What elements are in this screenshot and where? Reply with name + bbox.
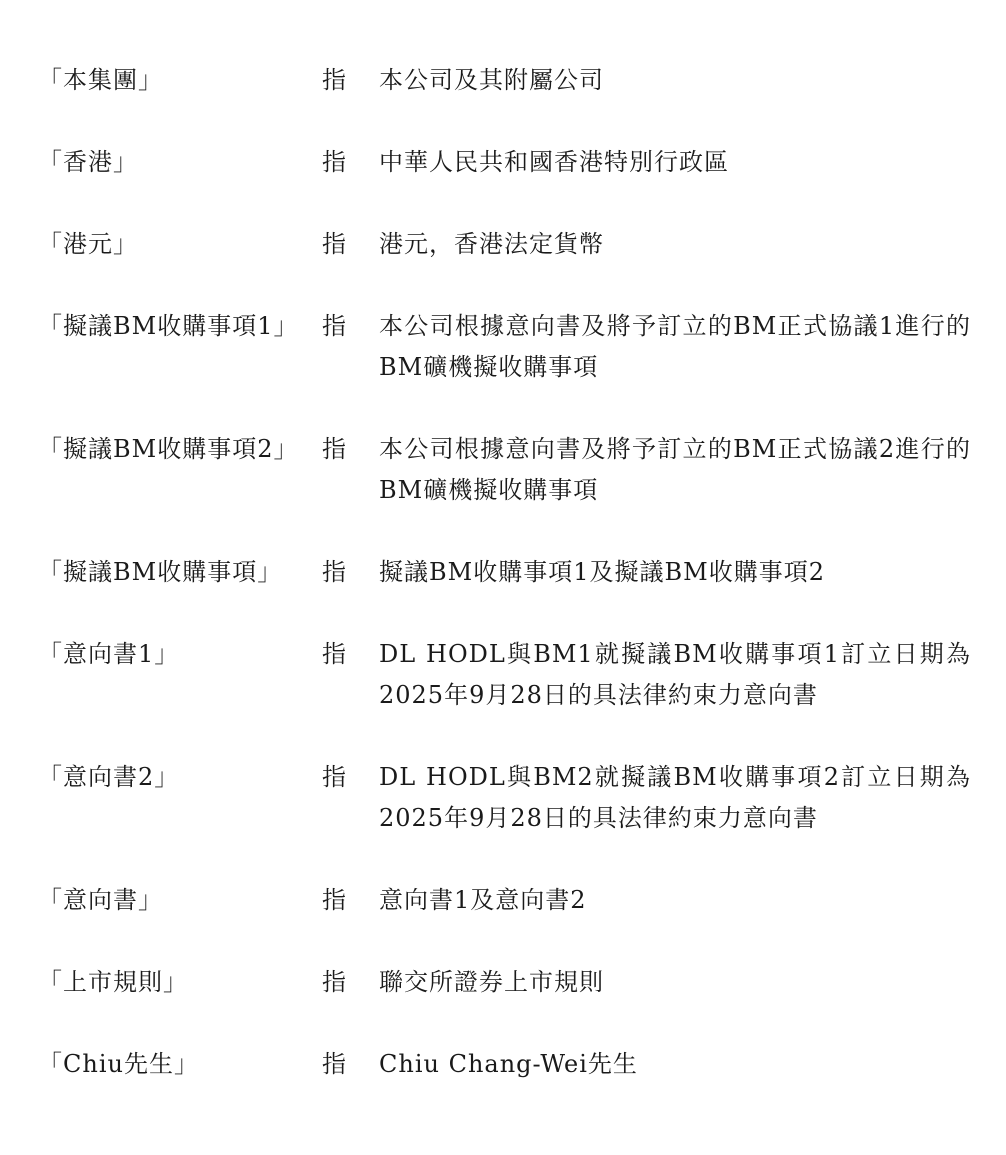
definition-row: [0, 634, 1006, 757]
means-label: 指: [322, 968, 346, 996]
definition-term: 「擬議BM收購事項2」: [38, 435, 299, 463]
definition-term: 「香港」: [38, 148, 138, 176]
definition-text: 港元，香港法定貨幣: [379, 230, 604, 258]
definition-row: [0, 880, 1006, 962]
means-label: 指: [322, 763, 346, 791]
definition-text: 本公司及其附屬公司: [379, 66, 604, 94]
means-label: 指: [322, 148, 346, 176]
definition-row: [0, 306, 1006, 429]
definition-term: 「港元」: [38, 230, 138, 258]
means-label: 指: [322, 230, 346, 258]
definition-text: 本公司根據意向書及將予訂立的BM正式協議2進行的BM礦機擬收購事項: [379, 435, 971, 504]
definition-row: [0, 962, 1006, 1044]
definition-text: 擬議BM收購事項1及擬議BM收購事項2: [379, 558, 825, 586]
means-label: 指: [322, 1050, 346, 1078]
definition-text: Chiu Chang-Wei先生: [379, 1050, 638, 1078]
definition-term: 「擬議BM收購事項1」: [38, 312, 299, 340]
means-label: 指: [322, 435, 346, 463]
definition-text: 本公司根據意向書及將予訂立的BM正式協議1進行的BM礦機擬收購事項: [379, 312, 971, 381]
definition-term: 「意向書1」: [38, 640, 180, 668]
definition-text: 意向書1及意向書2: [379, 886, 587, 914]
definition-term: 「擬議BM收購事項」: [38, 558, 283, 586]
definition-term: 「上市規則」: [38, 968, 188, 996]
definitions-list: [0, 60, 1006, 1126]
means-label: 指: [322, 558, 346, 586]
definition-row: [0, 142, 1006, 224]
means-label: 指: [322, 66, 346, 94]
definition-term: 「本集團」: [38, 66, 163, 94]
definition-text: 中華人民共和國香港特別行政區: [379, 148, 729, 176]
means-label: 指: [322, 886, 346, 914]
definition-row: [0, 60, 1006, 142]
definition-term: 「意向書」: [38, 886, 163, 914]
definition-text: DL HODL與BM1就擬議BM收購事項1訂立日期為2025年9月28日的具法律約束力意向書: [379, 640, 971, 709]
definition-term: 「意向書2」: [38, 763, 180, 791]
means-label: 指: [322, 640, 346, 668]
definition-row: [0, 1044, 1006, 1126]
definition-text: DL HODL與BM2就擬議BM收購事項2訂立日期為2025年9月28日的具法律約束力意向書: [379, 763, 971, 832]
definition-row: [0, 224, 1006, 306]
definition-row: [0, 757, 1006, 880]
definition-text: 聯交所證券上市規則: [379, 968, 604, 996]
definition-row: [0, 429, 1006, 552]
definition-row: [0, 552, 1006, 634]
definition-term: 「Chiu先生」: [38, 1050, 199, 1078]
means-label: 指: [322, 312, 346, 340]
